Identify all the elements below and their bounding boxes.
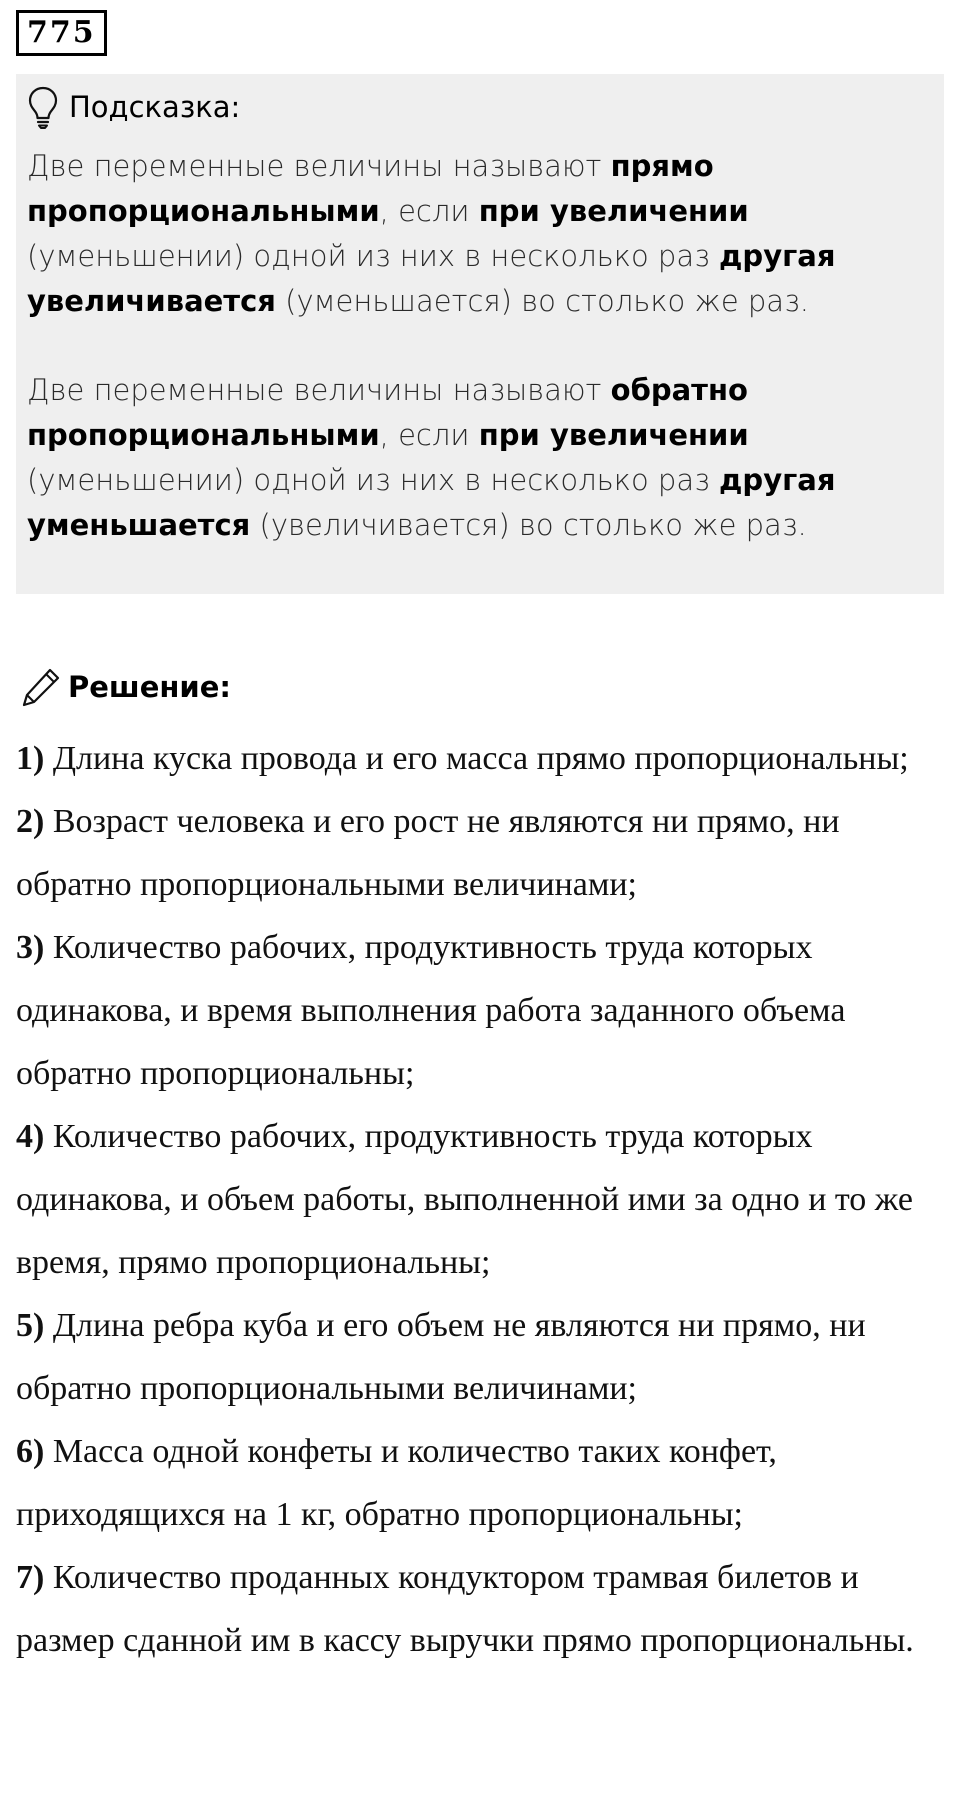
hint-box	[16, 74, 944, 594]
hint-text: (уменьшении) одной из них в несколько раз	[27, 239, 720, 273]
hint-bold-term: при увеличении	[478, 194, 749, 228]
task-number: 775	[16, 10, 107, 56]
solution-item	[16, 1294, 946, 1420]
hint-bold-term: другая увеличивается	[27, 239, 836, 318]
solution-header	[20, 664, 231, 710]
solution-item	[16, 727, 946, 790]
item-text: Длина куска провода и его масса прямо пропорциональны;	[44, 740, 909, 777]
hint-paragraph-direct	[27, 144, 934, 324]
item-text: Возраст человека и его рост не являются ни прямо, ни обратно пропорциональными величинами;	[16, 803, 840, 903]
item-number: 4)	[16, 1118, 45, 1155]
solution-item	[16, 1420, 946, 1546]
hint-text: Две переменные величины называют	[27, 149, 611, 183]
item-number: 7)	[16, 1559, 45, 1596]
item-number: 6)	[16, 1433, 45, 1470]
solution-title: Решение:	[68, 670, 232, 704]
item-number: 5)	[16, 1307, 45, 1344]
solution-list	[16, 727, 946, 1672]
item-number: 1)	[16, 740, 45, 777]
hint-bold-term: другая уменьшается	[27, 463, 836, 542]
hint-bold-term: прямо пропорциональными	[27, 149, 714, 228]
item-text: Масса одной конфеты и количество таких конфет, приходящихся на 1 кг, обратно пропорциональны;	[16, 1433, 777, 1533]
hint-text: , если	[379, 418, 479, 452]
hint-text: (увеличивается) во столько же раз.	[250, 508, 807, 542]
hint-bold-term: обратно пропорциональными	[27, 373, 748, 452]
solution-item	[16, 916, 946, 1105]
item-text: Количество рабочих, продуктивность труда которых одинакова, и объем работы, выполненной ими за одно и то же время, прямо пропорциональны;	[16, 1118, 913, 1281]
hint-paragraph-inverse	[27, 368, 934, 548]
item-text: Количество рабочих, продуктивность труда которых одинакова, и время выполнения работа заданного объема обратно пропорциональны;	[16, 929, 846, 1092]
lightbulb-icon	[27, 85, 59, 129]
solution-item	[16, 1546, 946, 1672]
solution-item	[16, 1105, 946, 1294]
hint-bold-term: при увеличении	[478, 418, 749, 452]
hint-text: (уменьшается) во столько же раз.	[275, 284, 809, 318]
item-text: Длина ребра куба и его объем не являются ни прямо, ни обратно пропорциональными величинами;	[16, 1307, 866, 1407]
hint-header	[27, 84, 934, 130]
hint-text: , если	[379, 194, 479, 228]
solution-item	[16, 790, 946, 916]
hint-text: Две переменные величины называют	[27, 373, 611, 407]
item-number: 3)	[16, 929, 45, 966]
hint-text: (уменьшении) одной из них в несколько раз	[27, 463, 720, 497]
item-text: Количество проданных кондуктором трамвая билетов и размер сданной им в кассу выручки прямо пропорциональны.	[16, 1559, 914, 1659]
pencil-icon	[20, 666, 62, 708]
item-number: 2)	[16, 803, 45, 840]
hint-title: Подсказка:	[69, 90, 241, 124]
